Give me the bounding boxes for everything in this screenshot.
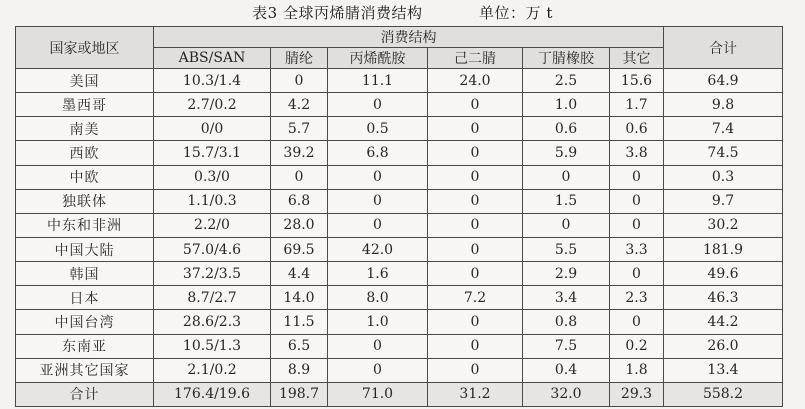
value-cell: 7.5 xyxy=(523,334,610,358)
value-cell: 2.1/0.2 xyxy=(154,358,271,382)
region-cell: 中国台湾 xyxy=(16,310,154,334)
value-cell: 37.2/3.5 xyxy=(154,262,271,286)
value-cell: 1.0 xyxy=(328,310,428,334)
total-header: 合计 xyxy=(664,27,783,69)
value-cell: 2.3 xyxy=(610,286,664,310)
value-cell: 8.7/2.7 xyxy=(154,286,271,310)
value-cell: 0 xyxy=(328,358,428,382)
row-total-cell: 49.6 xyxy=(664,262,783,286)
unit-label: 单位：万 t xyxy=(479,4,553,22)
value-cell: 176.4/19.6 xyxy=(154,382,271,406)
column-header: 丙烯酰胺 xyxy=(328,48,428,69)
value-cell: 1.7 xyxy=(610,93,664,117)
value-cell: 0 xyxy=(328,334,428,358)
value-cell: 24.0 xyxy=(428,69,523,93)
value-cell: 6.8 xyxy=(271,189,328,213)
value-cell: 28.0 xyxy=(271,213,328,237)
table-row xyxy=(16,165,783,189)
total-row xyxy=(16,382,783,406)
value-cell: 57.0/4.6 xyxy=(154,237,271,261)
row-total-cell: 44.2 xyxy=(664,310,783,334)
table-row xyxy=(16,93,783,117)
value-cell: 5.5 xyxy=(523,237,610,261)
value-cell: 0 xyxy=(328,165,428,189)
table-row xyxy=(16,286,783,310)
value-cell: 2.2/0 xyxy=(154,213,271,237)
value-cell: 2.7/0.2 xyxy=(154,93,271,117)
region-cell: 东南亚 xyxy=(16,334,154,358)
row-total-cell: 64.9 xyxy=(664,69,783,93)
row-total-cell: 26.0 xyxy=(664,334,783,358)
row-total-cell: 7.4 xyxy=(664,117,783,141)
value-cell: 5.7 xyxy=(271,117,328,141)
value-cell: 0.6 xyxy=(610,117,664,141)
row-total-cell: 30.2 xyxy=(664,213,783,237)
region-cell: 合计 xyxy=(16,382,154,406)
value-cell: 0 xyxy=(271,165,328,189)
row-total-cell: 0.3 xyxy=(664,165,783,189)
value-cell: 0 xyxy=(428,117,523,141)
value-cell: 7.2 xyxy=(428,286,523,310)
value-cell: 0 xyxy=(523,165,610,189)
value-cell: 0 xyxy=(428,310,523,334)
table-row xyxy=(16,117,783,141)
value-cell: 11.1 xyxy=(328,69,428,93)
table-row xyxy=(16,262,783,286)
table-row xyxy=(16,141,783,165)
value-cell: 0.4 xyxy=(523,358,610,382)
row-total-cell: 9.7 xyxy=(664,189,783,213)
value-cell: 71.0 xyxy=(328,382,428,406)
value-cell: 1.5 xyxy=(523,189,610,213)
value-cell: 1.6 xyxy=(328,262,428,286)
value-cell: 3.8 xyxy=(610,141,664,165)
value-cell: 0.5 xyxy=(328,117,428,141)
value-cell: 8.0 xyxy=(328,286,428,310)
value-cell: 2.9 xyxy=(523,262,610,286)
value-cell: 0 xyxy=(428,237,523,261)
consumption-group-header: 消费结构 xyxy=(154,27,664,48)
value-cell: 0 xyxy=(271,69,328,93)
consumption-table xyxy=(15,26,783,407)
region-cell: 墨西哥 xyxy=(16,93,154,117)
value-cell: 42.0 xyxy=(328,237,428,261)
value-cell: 29.3 xyxy=(610,382,664,406)
value-cell: 6.8 xyxy=(328,141,428,165)
value-cell: 0 xyxy=(610,310,664,334)
value-cell: 0 xyxy=(428,334,523,358)
value-cell: 0 xyxy=(428,262,523,286)
value-cell: 31.2 xyxy=(428,382,523,406)
region-cell: 美国 xyxy=(16,69,154,93)
value-cell: 0.3/0 xyxy=(154,165,271,189)
row-total-cell: 74.5 xyxy=(664,141,783,165)
region-cell: 中国大陆 xyxy=(16,237,154,261)
region-cell: 亚洲其它国家 xyxy=(16,358,154,382)
value-cell: 0 xyxy=(610,213,664,237)
value-cell: 0 xyxy=(428,358,523,382)
value-cell: 1.0 xyxy=(523,93,610,117)
value-cell: 0 xyxy=(523,213,610,237)
value-cell: 3.3 xyxy=(610,237,664,261)
row-total-cell: 558.2 xyxy=(664,382,783,406)
value-cell: 0 xyxy=(428,189,523,213)
table-body xyxy=(16,69,783,407)
value-cell: 8.9 xyxy=(271,358,328,382)
value-cell: 0 xyxy=(328,93,428,117)
value-cell: 0.2 xyxy=(610,334,664,358)
value-cell: 15.6 xyxy=(610,69,664,93)
value-cell: 0 xyxy=(328,189,428,213)
table-row xyxy=(16,69,783,93)
table-title: 全球丙烯腈消费结构 xyxy=(282,4,423,22)
table-row xyxy=(16,334,783,358)
value-cell: 1.1/0.3 xyxy=(154,189,271,213)
table-row xyxy=(16,310,783,334)
table-row xyxy=(16,358,783,382)
value-cell: 4.4 xyxy=(271,262,328,286)
value-cell: 198.7 xyxy=(271,382,328,406)
value-cell: 3.4 xyxy=(523,286,610,310)
row-total-cell: 181.9 xyxy=(664,237,783,261)
region-cell: 日本 xyxy=(16,286,154,310)
value-cell: 1.8 xyxy=(610,358,664,382)
region-cell: 独联体 xyxy=(16,189,154,213)
row-total-cell: 9.8 xyxy=(664,93,783,117)
column-header: 丁腈橡胶 xyxy=(523,48,610,69)
row-total-cell: 13.4 xyxy=(664,358,783,382)
table-row xyxy=(16,189,783,213)
value-cell: 10.3/1.4 xyxy=(154,69,271,93)
table-caption xyxy=(0,2,805,24)
value-cell: 39.2 xyxy=(271,141,328,165)
value-cell: 11.5 xyxy=(271,310,328,334)
region-cell: 韩国 xyxy=(16,262,154,286)
region-cell: 中欧 xyxy=(16,165,154,189)
region-cell: 南美 xyxy=(16,117,154,141)
value-cell: 0 xyxy=(328,213,428,237)
value-cell: 15.7/3.1 xyxy=(154,141,271,165)
value-cell: 0 xyxy=(428,93,523,117)
value-cell: 0 xyxy=(610,262,664,286)
value-cell: 10.5/1.3 xyxy=(154,334,271,358)
region-cell: 中东和非洲 xyxy=(16,213,154,237)
value-cell: 0 xyxy=(428,141,523,165)
table-number: 表3 xyxy=(252,4,278,22)
value-cell: 28.6/2.3 xyxy=(154,310,271,334)
value-cell: 32.0 xyxy=(523,382,610,406)
value-cell: 5.9 xyxy=(523,141,610,165)
value-cell: 0 xyxy=(428,165,523,189)
table-row xyxy=(16,213,783,237)
table-row xyxy=(16,237,783,261)
value-cell: 0.6 xyxy=(523,117,610,141)
column-header: 腈纶 xyxy=(271,48,328,69)
value-cell: 0 xyxy=(610,165,664,189)
value-cell: 0/0 xyxy=(154,117,271,141)
value-cell: 0 xyxy=(610,189,664,213)
value-cell: 2.5 xyxy=(523,69,610,93)
value-cell: 0.8 xyxy=(523,310,610,334)
row-total-cell: 46.3 xyxy=(664,286,783,310)
value-cell: 14.0 xyxy=(271,286,328,310)
region-cell: 西欧 xyxy=(16,141,154,165)
value-cell: 4.2 xyxy=(271,93,328,117)
value-cell: 0 xyxy=(428,213,523,237)
column-header: 己二腈 xyxy=(428,48,523,69)
column-header: 其它 xyxy=(610,48,664,69)
value-cell: 6.5 xyxy=(271,334,328,358)
column-header: ABS/SAN xyxy=(154,48,271,69)
value-cell: 69.5 xyxy=(271,237,328,261)
region-header: 国家或地区 xyxy=(16,27,154,69)
